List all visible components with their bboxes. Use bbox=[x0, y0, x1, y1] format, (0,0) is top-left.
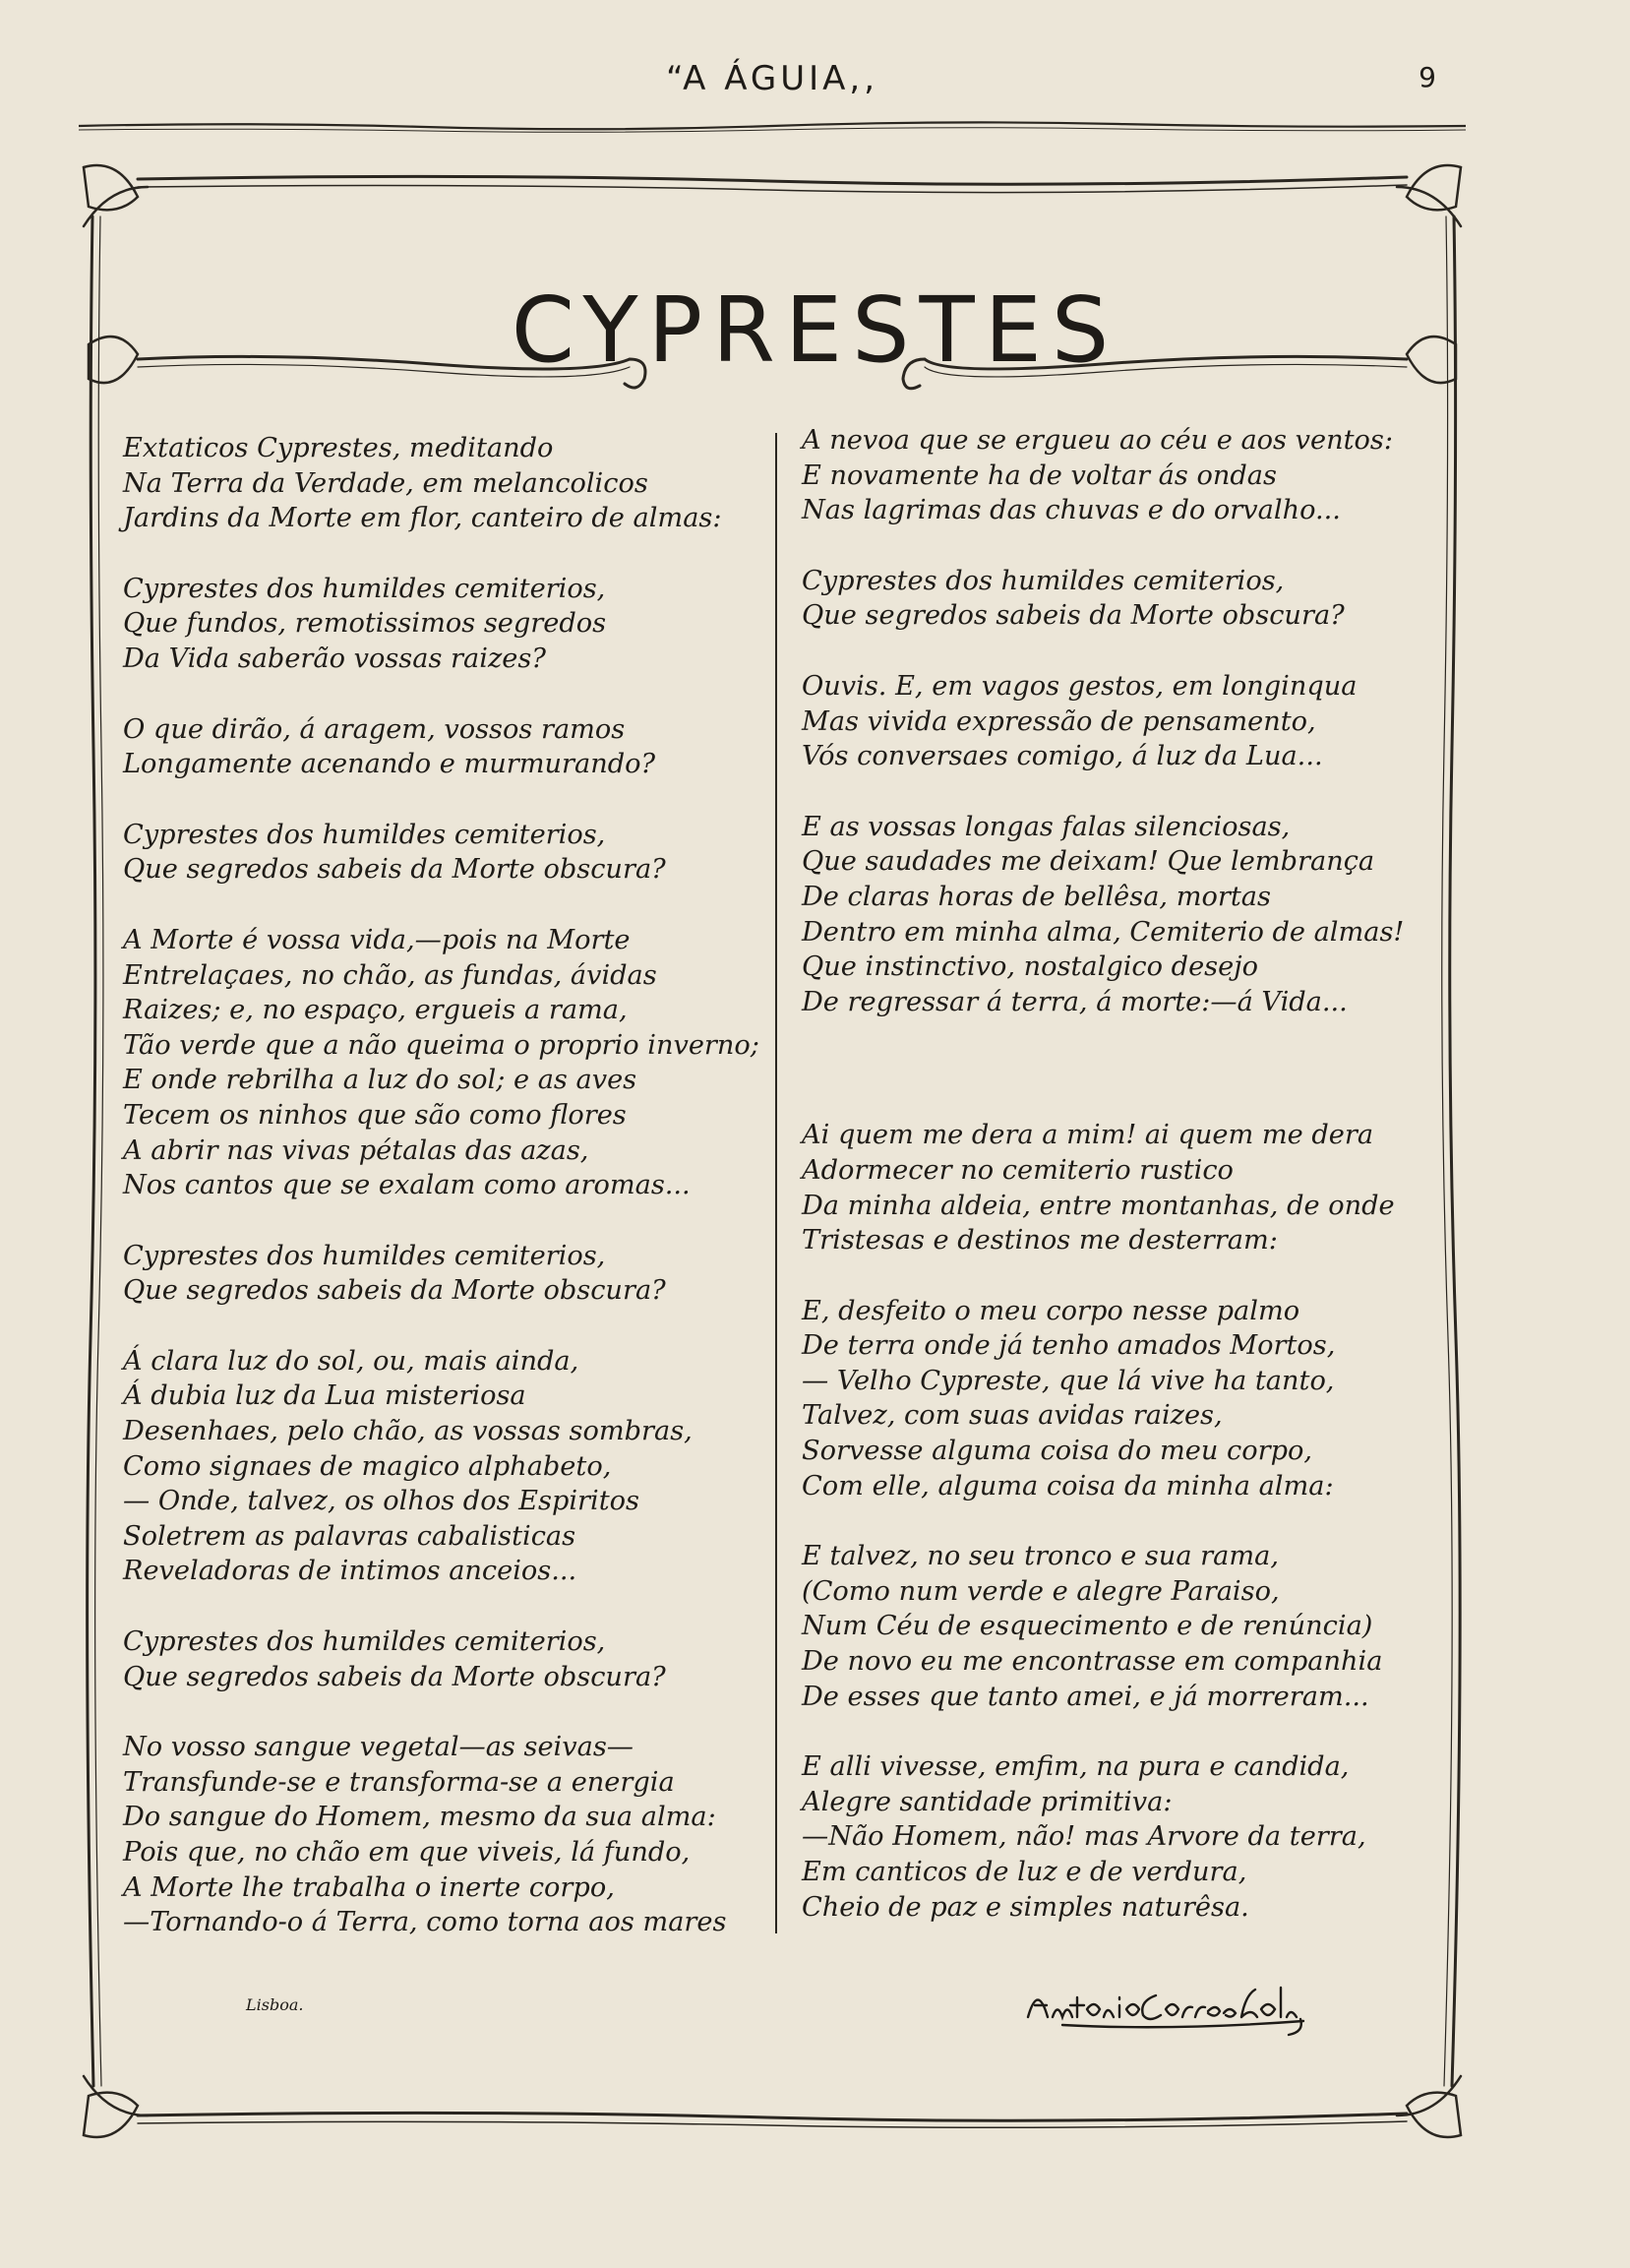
stanza bbox=[802, 1749, 1451, 1925]
stanza bbox=[123, 712, 772, 782]
verse-line: Ouvis. E, em vagos gestos, em longinqua bbox=[802, 670, 1358, 702]
verse-line: —Tornando-o á Terra, como torna aos mares bbox=[123, 1907, 727, 1938]
verse-line: E, desfeito o meu corpo nesse palmo bbox=[802, 1295, 1300, 1326]
verse-line: Que instinctivo, nostalgico desejo bbox=[802, 951, 1259, 983]
header-rule bbox=[79, 118, 1466, 134]
verse-line: Que saudades me deixam! Que lembrança bbox=[802, 846, 1375, 878]
verse-line: A Morte é vossa vida,—pois na Morte bbox=[123, 924, 631, 955]
verse-line: Do sangue do Homem, mesmo da sua alma: bbox=[123, 1802, 716, 1833]
verse-line: Cyprestes dos humildes cemiterios, bbox=[123, 819, 606, 850]
verse-line: — Onde, talvez, os olhos dos Espiritos bbox=[123, 1486, 639, 1517]
verse-line: Cyprestes dos humildes cemiterios, bbox=[802, 565, 1285, 596]
verse-line: Longamente acenando e murmurando? bbox=[123, 749, 656, 780]
stanza bbox=[802, 810, 1451, 1020]
verse-line: Cyprestes dos humildes cemiterios, bbox=[123, 1626, 606, 1658]
place-note: Lisboa. bbox=[246, 1995, 304, 2014]
stanza bbox=[123, 1344, 772, 1589]
verse-line: Soletrem as palavras cabalisticas bbox=[123, 1520, 576, 1552]
verse-line: Cyprestes dos humildes cemiterios, bbox=[123, 573, 606, 604]
verse-line: Que fundos, remotissimos segredos bbox=[123, 608, 607, 640]
verse-line: Desenhaes, pelo chão, as vossas sombras, bbox=[123, 1416, 693, 1447]
verse-line: Cyprestes dos humildes cemiterios, bbox=[123, 1240, 606, 1271]
running-title: “A ÁGUIA,, bbox=[665, 59, 879, 98]
verse-line: Nos cantos que se exalam como aromas... bbox=[123, 1170, 691, 1201]
verse-line: Vós conversaes comigo, á luz da Lua... bbox=[802, 741, 1323, 772]
verse-line: E novamente ha de voltar ás ondas bbox=[802, 460, 1277, 491]
verse-line: No vosso sangue vegetal—as seivas— bbox=[123, 1732, 634, 1763]
verse-line: Que segredos sabeis da Morte obscura? bbox=[123, 1661, 666, 1692]
verse-line: O que dirão, á aragem, vossos ramos bbox=[123, 713, 626, 745]
verse-line: Nas lagrimas das chuvas e do orvalho... bbox=[802, 495, 1341, 526]
verse-line: A nevoa que se ergueu ao céu e aos ventos: bbox=[802, 425, 1393, 456]
stanza bbox=[123, 818, 772, 888]
verse-line: Alegre santidade primitiva: bbox=[802, 1786, 1173, 1817]
verse-line: Com elle, alguma coisa da minha alma: bbox=[802, 1470, 1334, 1502]
verse-line: Da minha aldeia, entre montanhas, de onde bbox=[802, 1190, 1395, 1221]
verse-line: Dentro em minha alma, Cemiterio de almas! bbox=[802, 916, 1405, 948]
verse-line: De terra onde já tenho amados Mortos, bbox=[802, 1330, 1336, 1362]
verse-line: Reveladoras de intimos anceios... bbox=[123, 1556, 577, 1587]
verse-line: (Como num verde e alegre Paraiso, bbox=[802, 1575, 1280, 1607]
verse-line: De esses que tanto amei, e já morreram... bbox=[802, 1681, 1369, 1712]
verse-line: Que segredos sabeis da Morte obscura? bbox=[802, 600, 1345, 632]
author-signature bbox=[1023, 1978, 1308, 2037]
stanza bbox=[802, 1118, 1451, 1257]
stanza bbox=[123, 1239, 772, 1309]
page-number: 9 bbox=[1419, 61, 1436, 93]
stanza bbox=[802, 423, 1451, 528]
verse-line: Entrelaçaes, no chão, as fundas, ávidas bbox=[123, 959, 657, 991]
verse-line: Á clara luz do sol, ou, mais ainda, bbox=[123, 1345, 579, 1377]
stanza bbox=[802, 1539, 1451, 1714]
verse-line: Em canticos de luz e de verdura, bbox=[802, 1857, 1247, 1887]
stanza bbox=[123, 923, 772, 1203]
verse-line: Pois que, no chão em que viveis, lá fundo, bbox=[123, 1837, 691, 1868]
verse-line: Tecem os ninhos que são como flores bbox=[123, 1099, 627, 1131]
verse-line: Que segredos sabeis da Morte obscura? bbox=[123, 854, 666, 886]
verse-line: Que segredos sabeis da Morte obscura? bbox=[123, 1275, 666, 1307]
verse-line: Tão verde que a não queima o proprio inverno; bbox=[123, 1029, 759, 1061]
verse-line: Talvez, com suas avidas raizes, bbox=[802, 1400, 1223, 1432]
page-header bbox=[79, 49, 1466, 128]
verse-line: Num Céu de esquecimento e de renúncia) bbox=[802, 1611, 1373, 1642]
verse-line: A Morte lhe trabalha o inerte corpo, bbox=[123, 1871, 615, 1903]
verse-line: A abrir nas vivas pétalas das azas, bbox=[123, 1134, 589, 1166]
verse-line: Tristesas e destinos me desterram: bbox=[802, 1225, 1278, 1257]
verse-line: Na Terra da Verdade, em melancolicos bbox=[123, 467, 648, 499]
verse-line: De claras horas de bellêsa, mortas bbox=[802, 881, 1271, 912]
stanza bbox=[802, 564, 1451, 634]
verse-line: Da Vida saberão vossas raizes? bbox=[123, 643, 546, 674]
stanza bbox=[123, 431, 772, 536]
verse-line: De regressar á terra, á morte:—á Vida... bbox=[802, 986, 1348, 1017]
verse-line: E talvez, no seu tronco e sua rama, bbox=[802, 1541, 1280, 1572]
verse-line: —Não Homem, não! mas Arvore da terra, bbox=[802, 1821, 1366, 1853]
stanza bbox=[802, 1294, 1451, 1504]
verse-line: — Velho Cypreste, que lá vive ha tanto, bbox=[802, 1365, 1335, 1396]
verse-line: Raizes; e, no espaço, ergueis a rama, bbox=[123, 995, 628, 1026]
verse-line: Sorvesse alguma coisa do meu corpo, bbox=[802, 1436, 1313, 1467]
verse-line: Adormecer no cemiterio rustico bbox=[802, 1154, 1234, 1186]
verse-line: Jardins da Morte em flor, canteiro de almas: bbox=[123, 503, 722, 534]
stanza bbox=[802, 669, 1451, 774]
stanza bbox=[123, 572, 772, 677]
verse-line: Mas vivida expressão de pensamento, bbox=[802, 705, 1316, 737]
verse-line: Extaticos Cyprestes, meditando bbox=[123, 433, 554, 463]
poem-title: CYPRESTES bbox=[511, 276, 1119, 383]
verse-line: Ai quem me dera a mim! ai quem me dera bbox=[802, 1120, 1374, 1151]
verse-line: E as vossas longas falas silenciosas, bbox=[802, 811, 1291, 842]
poem-left-column bbox=[123, 431, 772, 1976]
stanza bbox=[123, 1730, 772, 1940]
verse-line: Á dubia luz da Lua misteriosa bbox=[123, 1380, 526, 1412]
stanza bbox=[123, 1624, 772, 1694]
verse-line: De novo eu me encontrasse em companhia bbox=[802, 1646, 1383, 1678]
verse-line: Cheio de paz e simples naturêsa. bbox=[802, 1891, 1249, 1923]
column-divider bbox=[775, 433, 777, 1933]
verse-line: E onde rebrilha a luz do sol; e as aves bbox=[123, 1065, 637, 1096]
verse-line: Como signaes de magico alphabeto, bbox=[123, 1450, 612, 1482]
verse-line: E alli vivesse, emfim, na pura e candida, bbox=[802, 1751, 1350, 1783]
poem-right-column bbox=[802, 423, 1451, 1960]
verse-line: Transfunde-se e transforma-se a energia bbox=[123, 1766, 675, 1798]
